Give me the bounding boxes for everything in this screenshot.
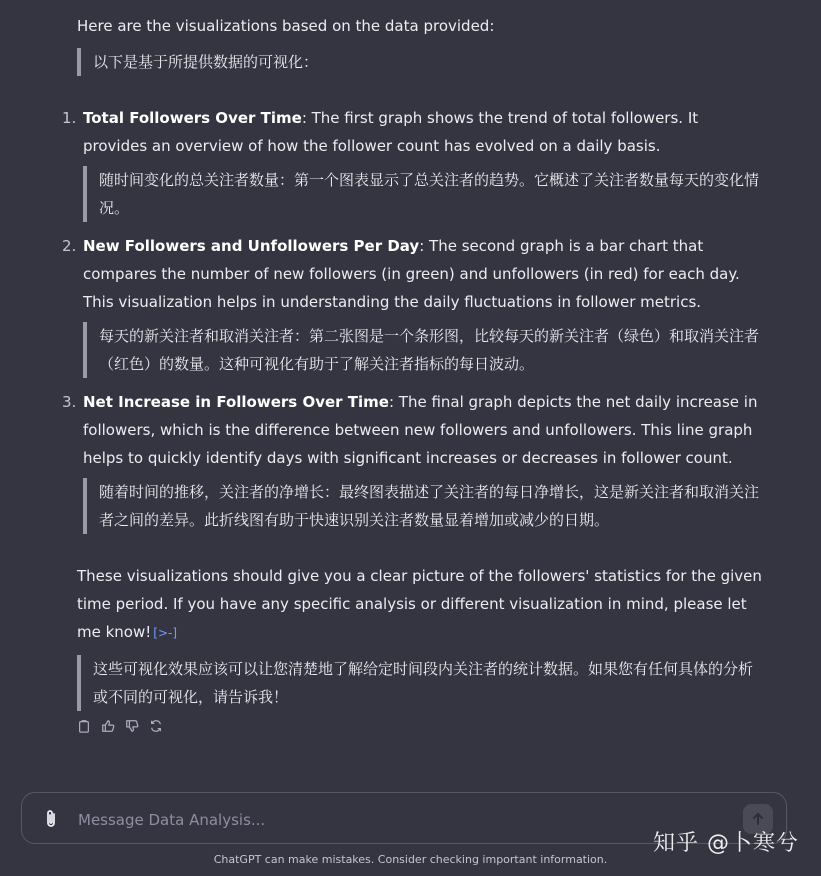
list-item: [57, 232, 767, 378]
intro-text: Here are the visualizations based on the data provided:: [77, 17, 495, 35]
copy-icon[interactable]: [77, 719, 91, 733]
message-input[interactable]: [76, 806, 680, 834]
list-item: [57, 104, 767, 222]
list-item-text: : The final graph depicts the net daily increase in followers, which is the difference between new followers and unfollowers. This line graph helps to quickly identify days with significant increases or decreases in follower count.: [83, 393, 758, 467]
message-actions: [77, 719, 767, 733]
citation-badge[interactable]: [>-]: [153, 625, 178, 640]
closing-body: These visualizations should give you a clear picture of the followers' statistics for the given time period. If you have any specific analysis or different visualization in mind, please let me know!: [77, 567, 762, 641]
visualization-list: [57, 104, 767, 534]
list-item-translation: 随时间变化的总关注者数量：第一个图表显示了总关注者的趋势。它概述了关注者数量每天的变化情况。: [83, 166, 767, 222]
list-item-body: [83, 109, 698, 155]
list-number: 3.: [62, 393, 77, 411]
list-item-title: Net Increase in Followers Over Time: [83, 393, 389, 411]
thumbs-up-icon[interactable]: [101, 719, 115, 733]
list-item-body: [83, 237, 740, 311]
list-number: 2.: [62, 237, 77, 255]
closing-text: [77, 562, 767, 647]
disclaimer-text: ChatGPT can make mistakes. Consider checking important information.: [213, 853, 608, 866]
paperclip-icon[interactable]: [41, 808, 61, 830]
regenerate-icon[interactable]: [149, 719, 163, 733]
list-item-translation: 随着时间的推移，关注者的净增长：最终图表描述了关注者的每日净增长，这是新关注者和取消关注者之间的差异。此折线图有助于快速识别关注者数量显着增加或减少的日期。: [83, 478, 767, 534]
assistant-message: [62, 12, 767, 733]
list-item-text: : The first graph shows the trend of total followers. It provides an overview of how the follower count has evolved on a daily basis.: [83, 109, 699, 155]
closing-translation: 这些可视化效果应该可以让您清楚地了解给定时间段内关注者的统计数据。如果您有任何具体的分析或不同的可视化，请告诉我！: [77, 655, 767, 711]
list-item-title: New Followers and Unfollowers Per Day: [83, 237, 420, 255]
list-item-text: : The second graph is a bar chart that compares the number of new followers (in green) and unfollowers (in red) for each day. This visualization helps in understanding the daily fluctuations in follower metrics.: [83, 237, 740, 311]
list-item: [57, 388, 767, 534]
list-item-body: [83, 393, 757, 467]
list-number: 1.: [62, 109, 77, 127]
thumbs-down-icon[interactable]: [125, 719, 139, 733]
arrow-up-icon: [750, 811, 766, 827]
list-item-title: Total Followers Over Time: [83, 109, 302, 127]
intro-translation: 以下是基于所提供数据的可视化：: [77, 48, 767, 76]
list-item-translation: 每天的新关注者和取消关注者：第二张图是一个条形图，比较每天的新关注者（绿色）和取消关注者（红色）的数量。这种可视化有助于了解关注者指标的每日波动。: [83, 322, 767, 378]
zhihu-watermark: 知乎 @卜寒兮: [653, 831, 799, 856]
